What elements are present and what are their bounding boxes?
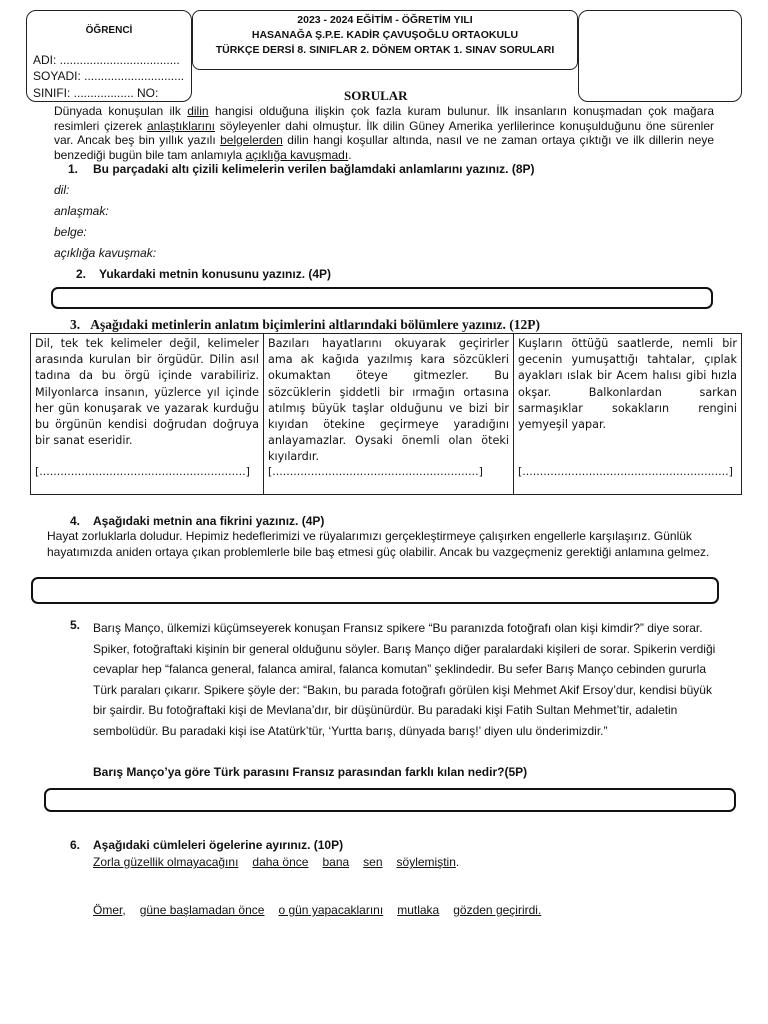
underlined-word-anlasmak: anlaştıklarını: [146, 118, 215, 133]
question-5-number: 5.: [70, 618, 81, 632]
sentence-2-part: o gün yapacaklarını: [278, 903, 384, 917]
q1-label-dil: dil:: [54, 183, 70, 197]
student-box-title: ÖĞRENCİ: [85, 25, 133, 36]
sentence-2-part: güne başlamadan önce: [139, 903, 265, 917]
question-4-passage: Hayat zorluklarla doludur. Hepimiz hedeflerimizi ve rüyalarımızı gerçekleştirmeye çalışırken engellerle karşılaşırız. Günlük hayatımızda aniden ortaya çıkan problemlerle bile baş etmesi güç olabilir. Ancak bu vazgeçmeniz gerektiği anlamına gelmez.: [47, 529, 710, 559]
sentence-2-part: Ömer: [93, 903, 123, 917]
underlined-word-aciklik: açıklığa kavuşmadı: [245, 147, 349, 162]
sentence-1-part: söylemiştin: [396, 855, 456, 869]
question-4-number: 4.: [70, 514, 81, 528]
class-number-field[interactable]: SINIFI: .................. NO:: [33, 86, 159, 100]
text-cell-1: Dil, tek tek kelimeler değil, kelimeler arasında kurulan bir örgüdür. Dilin asıl tadına da bu örgü içinde varabiliriz. Milyonlarca insanın, yüzlerce yıl içinde her gün konuşarak ve yazarak kurduğu bu örgünün kendisi doğrudan doğruya bir sanat eseridir. [...........................................................]: [31, 334, 264, 495]
school-name: HASANAĞA Ş.P.E. KADİR ÇAVUŞOĞLU ORTAOKULU: [251, 29, 519, 41]
question-5-question: Barış Manço’ya göre Türk parasını Fransız parasından farklı kılan nedir?(5P): [93, 765, 528, 779]
sentence-2-part: mutlaka: [397, 903, 440, 917]
q1-label-anlasmak: anlaşmak:: [54, 204, 109, 218]
question-3-text: 3. Aşağıdaki metinlerin anlatım biçimlerini altlarındaki bölümlere yazınız. (12P): [70, 317, 540, 332]
sentence-1-part: sen: [363, 855, 383, 869]
text-cell-2: Bazıları hayatlarını okuyarak geçirirler ama ak kağıda yazılmış kara sözcükleri okumaktan öteye gitmezler. Bu sözcüklerin şiddetli bir ırmağın ortasına atılmış büyük taşlar olduğunu ve bizi bir kıyıdan ötekine geçirmeye yaradığını anlayamazlar. Oysaki önemli olan öteki kıyılardır. [...........................................................]: [264, 334, 514, 495]
question-1-text: Bu parçadaki altı çizili kelimelerin verilen bağlamdaki anlamlarını yazınız. (8P): [93, 162, 535, 176]
underlined-word-belge: belgelerden: [220, 133, 283, 147]
passage-1: Dünyada konuşulan ilk dilin hangisi olduğuna ilişkin çok fazla kuram bulunur. İlk insanların konuşmadan çok mağara resimleri çizerek anlaştıklarını söyleyenler dahi olmuştur. İlk dilin Güney Amerika yerlilerince konuşulduğunu öne sürenler var. Ancak beş bin yıllık yazılı belgelerden dilin hangi koşullar altında, nasıl ve ne zaman ortaya çıktığı ve ilk dillerin neye benzediği bugün bile tam anlamıyla açıklığa kavuşmadı.: [54, 104, 714, 162]
text-cell-3: Kuşların öttüğü saatlerde, nemli bir gecenin yumuşattığı tahtalar, çıplak ayakları ıslak bir Acem halısı gibi hızla okşar. Balkonlardan sarkan sarmaşıklar sokakların rengini yemyeşil yapar. [...........................................................]: [514, 334, 742, 495]
question-2-number: 2.: [76, 267, 87, 281]
underlined-word-dil: dilin: [187, 104, 209, 118]
sentence-2: Ömer, güne başlamadan önce o gün yapacaklarını mutlaka gözden geçirirdi.: [93, 903, 542, 917]
question-4-text: Aşağıdaki metnin ana fikrini yazınız. (4P): [93, 514, 325, 528]
sentence-1-part: Zorla güzellik olmayacağını: [93, 855, 239, 869]
score-box: [578, 10, 742, 102]
academic-year: 2023 - 2024 EĞİTİM - ÖĞRETİM YILI: [297, 14, 473, 26]
section-title: SORULAR: [344, 88, 408, 103]
sentence-2-part: gözden geçirirdi.: [453, 903, 542, 917]
sentence-1: Zorla güzellik olmayacağını daha önce bana sen söylemiştin.: [93, 855, 460, 869]
question-5-passage: Barış Manço, ülkemizi küçümseyerek konuşan Fransız spikere “Bu paranızda fotoğrafı olan kişi kimdir?” diye sorar. Spiker, fotoğraftaki kişinin bir general olduğunu söyler. Barış Manço diğer paralardaki kişileri de sorar. Spikerin verdiği cevaplar hep “falanca general, falanca amiral, falanca komutan” şeklindedir. Bu sefer Barış Manço cebinden gururla Türk paraları çıkarır. Spikere şöyle der: “Bakın, bu parada fotoğrafı görülen kişi Mehmet Akif Ersoy’dur, kendisi büyük bir şairdir. Bu fotoğraftaki kişi de Mevlana’dır, bir düşünürdür. Bu paradaki kişi Fatih Sultan Mehmet’tir, adaletin sembolüdür. Bu paradaki kişi ise Atatürk’tür, ‘Yurtta barış, dünyada barış!’ diyen ulu önderimizdir.”: [93, 621, 716, 738]
answer-blank-3[interactable]: [...........................................................]: [518, 464, 733, 478]
exam-title: TÜRKÇE DERSİ 8. SINIFLAR 2. DÖNEM ORTAK 1. SINAV SORULARI: [215, 44, 555, 56]
exam-header: [192, 10, 578, 70]
question-2-text: Yukardaki metnin konusunu yazınız. (4P): [99, 267, 332, 281]
q1-label-belge: belge:: [54, 225, 87, 239]
student-info-box: [26, 10, 192, 102]
question-6-text: Aşağıdaki cümleleri ögelerine ayırınız. (10P): [93, 838, 344, 852]
question-5-answer-box[interactable]: [44, 788, 736, 812]
sentence-1-part: daha önce: [252, 855, 309, 869]
expression-style-table: [30, 333, 742, 495]
q1-label-aciklik: açıklığa kavuşmak:: [54, 246, 157, 260]
question-6-number: 6.: [70, 838, 81, 852]
question-4-answer-box[interactable]: [31, 577, 719, 604]
name-field[interactable]: ADI: ....................................: [33, 53, 180, 67]
question-1-number: 1.: [68, 162, 79, 176]
answer-blank-2[interactable]: [...........................................................]: [268, 464, 483, 478]
answer-blank-1[interactable]: [...........................................................]: [35, 464, 250, 478]
sentence-1-part: bana: [322, 855, 350, 869]
surname-field[interactable]: SOYADI: ..............................: [33, 69, 185, 83]
question-2-answer-box[interactable]: [51, 287, 713, 309]
